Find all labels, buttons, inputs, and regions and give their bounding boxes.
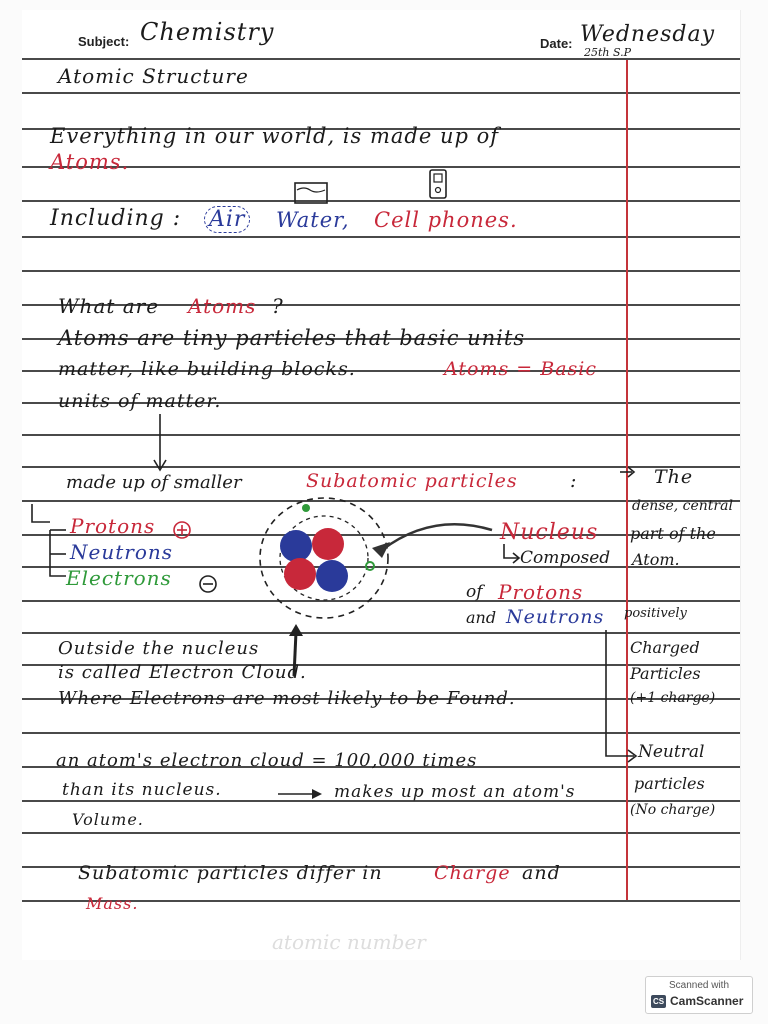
cloud-line2: is called Electron Cloud. <box>58 662 307 683</box>
bleed-through-text: atomic number <box>272 930 426 954</box>
subatomic-colon: : <box>570 470 578 492</box>
scanned-with-text: Scanned with <box>668 980 730 991</box>
what-are-qmark: ? <box>272 294 284 318</box>
air-word: Air <box>204 206 250 233</box>
note-charged: Charged <box>630 638 700 657</box>
what-are-atoms: Atoms <box>188 294 257 318</box>
composed-word: Composed <box>520 548 611 568</box>
plus-circle-icon <box>172 520 192 540</box>
camscanner-badge <box>645 976 753 1014</box>
size-line3: Volume. <box>72 810 144 829</box>
right-arrow-icon <box>618 462 636 482</box>
and-word: and <box>466 608 497 627</box>
intro-atoms: Atoms. <box>50 150 130 174</box>
rule-line <box>22 166 740 168</box>
rule-line <box>22 434 740 436</box>
subatomic-word: Subatomic particles <box>306 470 518 492</box>
subject-value: Chemistry <box>140 18 275 46</box>
note-part: part of the <box>630 524 716 543</box>
nucleus-protons: Protons <box>498 580 584 604</box>
atoms-def-line2a: matter, like building blocks. <box>58 358 356 380</box>
long-arrow-icon <box>276 786 326 802</box>
rule-line <box>22 270 740 272</box>
note-plus1: (+1 charge) <box>630 690 716 706</box>
water-word: Water, <box>276 208 350 232</box>
what-are-pre: What are <box>58 294 160 318</box>
neutral-connector-icon <box>600 630 642 770</box>
note-particles: Particles <box>630 664 701 683</box>
cloud-line3: Where Electrons are most likely to be Found. <box>58 688 516 709</box>
rule-line <box>22 58 740 60</box>
size-line1: an atom's electron cloud = 100,000 times <box>56 750 478 771</box>
differ-mass: Mass. <box>86 894 139 913</box>
neutrons-item: Neutrons <box>70 540 173 564</box>
atoms-def-line1: Atoms are tiny particles that basic units <box>58 326 526 350</box>
differ-charge: Charge <box>434 862 511 884</box>
differ-pre: Subatomic particles differ in <box>78 862 383 884</box>
note-neutral: Neutral <box>638 742 705 762</box>
date-sub: 25th S.P <box>584 46 632 59</box>
atoms-def-line3: units of matter. <box>58 390 222 412</box>
rule-line <box>22 832 740 834</box>
electrons-item: Electrons <box>66 566 172 590</box>
size-line2a: than its nucleus. <box>62 780 222 800</box>
intro-line1: Everything in our world, is made up of <box>50 124 500 148</box>
minus-circle-icon <box>198 574 218 594</box>
of-word: of <box>466 582 483 602</box>
down-arrow-icon <box>150 412 170 474</box>
rule-line <box>22 92 740 94</box>
cell-phone-icon <box>428 168 450 202</box>
note-nocharge: (No charge) <box>630 802 716 818</box>
subatomic-pre: made up of smaller <box>66 472 242 493</box>
differ-and: and <box>522 862 561 884</box>
protons-item: Protons <box>70 514 156 538</box>
hook-arrow-icon <box>500 544 522 566</box>
rule-line <box>22 236 740 238</box>
size-line2b: makes up most an atom's <box>334 782 576 802</box>
date-value: Wednesday <box>580 22 716 47</box>
camscanner-brand: CamScanner <box>670 994 744 1008</box>
including-label: Including : <box>50 206 182 231</box>
nucleus-word: Nucleus <box>500 520 599 545</box>
date-label: Date: <box>540 36 573 51</box>
note-the: The <box>654 466 694 488</box>
note-positively: positively <box>624 606 687 621</box>
nucleus-neutrons: Neutrons <box>506 606 605 628</box>
note-dense: dense, central <box>632 498 733 514</box>
page-title: Atomic Structure <box>58 64 249 88</box>
note-atom: Atom. <box>632 550 680 569</box>
atoms-def-line2b: Atoms = Basic <box>444 358 597 380</box>
cloud-line1: Outside the nucleus <box>58 638 260 659</box>
rule-line <box>22 200 740 202</box>
notebook-page <box>22 10 741 960</box>
phones-word: Cell phones. <box>374 208 518 232</box>
subject-label: Subject: <box>78 34 130 49</box>
curved-arrow-icon <box>342 500 502 570</box>
camscanner-logo-icon: CS <box>652 997 665 1006</box>
water-glass-icon <box>292 180 332 208</box>
note-particles2: particles <box>634 774 705 793</box>
